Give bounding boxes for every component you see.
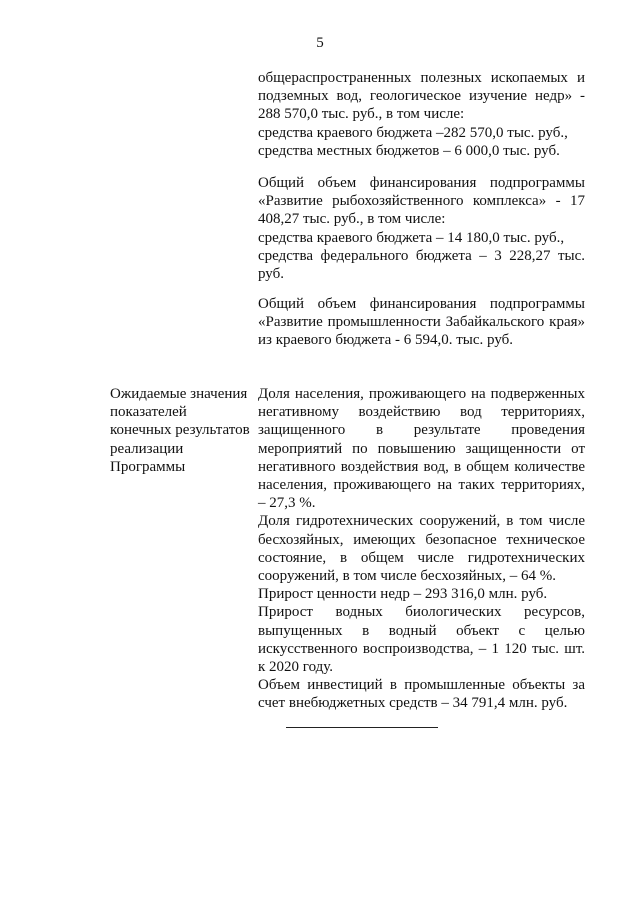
expected-results-list [258, 385, 585, 713]
fishery-federal-budget-line: средства федерального бюджета – 3 228,27 тыс. руб. [258, 247, 585, 283]
fishery-subprogram-text: Общий объем финансирования подпрограммы «Развитие рыбохозяйственного комплекса» - 17 408,27 тыс. руб., в том числе: [258, 175, 585, 228]
industry-subprogram-text: Общий объем финансирования подпрограммы «Развитие промышленности Забайкальского края» из краевого бюджета - 6 594,0. тыс. руб. [258, 296, 585, 349]
result-item-hydraulic-structures: Доля гидротехнических сооружений, в том числе бесхозяйных, имеющих безопасное техническое состояние, в общем числе гидротехнических сооружений, в том числе бесхозяйных, – 64 %. [258, 513, 585, 585]
expected-results-label [110, 385, 250, 476]
regional-budget-line: средства краевого бюджета –282 570,0 тыс. руб., [258, 124, 568, 141]
fishery-regional-budget-line: средства краевого бюджета – 14 180,0 тыс. руб., [258, 229, 565, 246]
mineral-resources-text: общераспространенных полезных ископаемых и подземных вод, геологическое изучение недр» - 288 570,0 тыс. руб., в том числе: [258, 70, 585, 123]
industry-subprogram-funding [258, 295, 585, 350]
mineral-resources-funding [258, 69, 585, 160]
expected-results-label-text: Ожидаемые значения показателей конечных результатов реализации Программы [110, 386, 250, 475]
local-budget-line: средства местных бюджетов – 6 000,0 тыс. руб. [258, 142, 560, 159]
page-number: 5 [316, 35, 324, 51]
result-item-subsoil-value: Прирост ценности недр – 293 316,0 млн. руб. [258, 586, 548, 603]
result-item-aquatic-resources: Прирост водных биологических ресурсов, выпущенных в водный объект с целью искусственного воспроизводства, – 1 120 тыс. шт. к 2020 году. [258, 604, 585, 676]
result-item-investments: Объем инвестиций в промышленные объекты за счет внебюджетных средств – 34 791,4 млн. руб. [258, 677, 585, 712]
fishery-subprogram-funding [258, 174, 585, 283]
bottom-divider [286, 727, 438, 728]
result-item-flood-protection: Доля населения, проживающего на подверженных негативному воздействию вод территориях, защищенного в результате проведения мероприятий по повышению защищенности от негативного воздействия вод, в общем количестве населения, проживающего на таких территориях, – 27,3 %. [258, 386, 585, 512]
